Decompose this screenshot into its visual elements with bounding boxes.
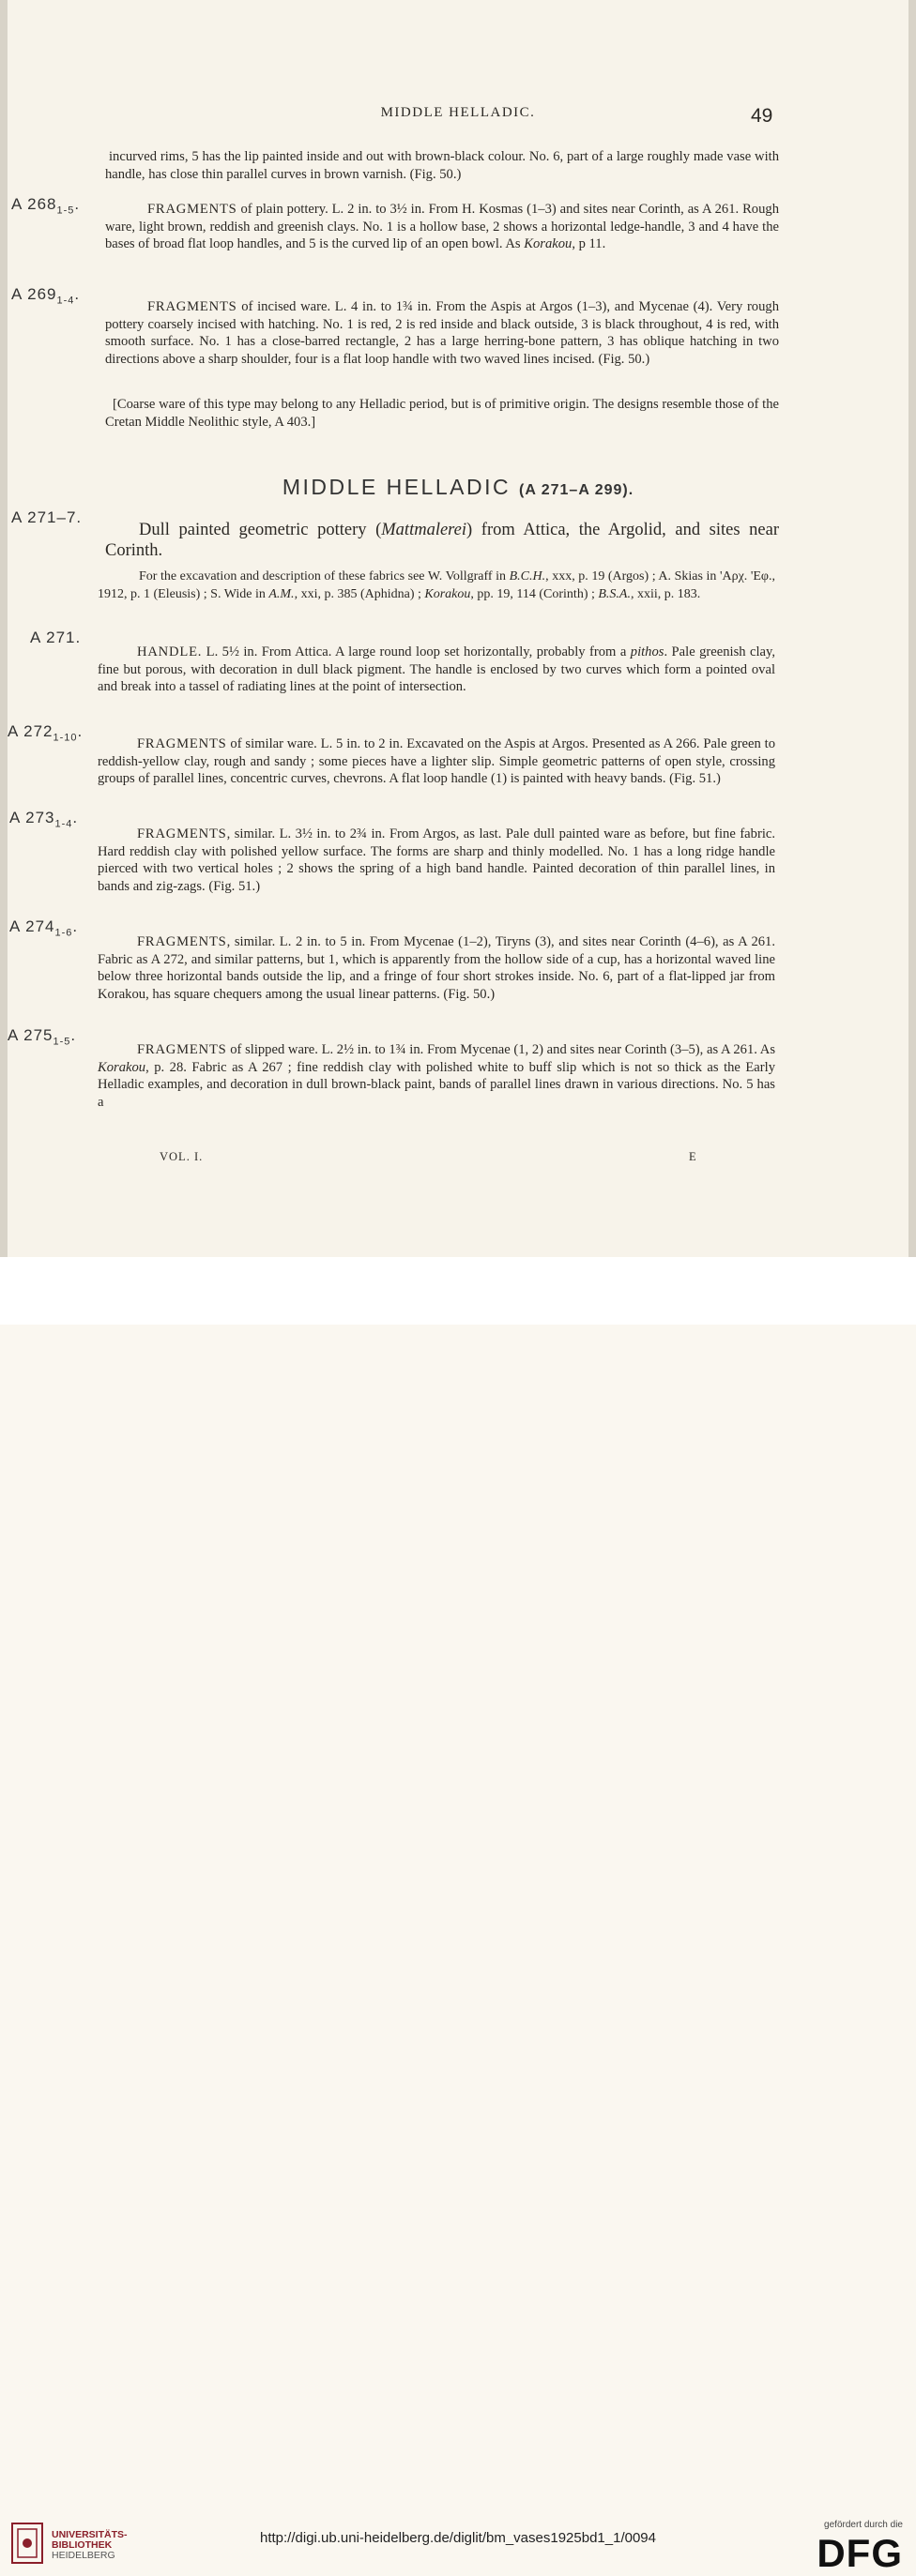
running-head: MIDDLE HELLADIC. [380, 105, 536, 120]
references-paragraph: For the excavation and description of these fabrics see W. Vollgraff in B.C.H., xxx, p. 19 (Argos) ; A. Skias in 'Αρχ. 'Εφ., 1912, p. 1 (Eleusis) ; S. Wide in A.M., xxi, p. 385 (Aphidna) ; Korakou, pp. 19, 114 (Corinth) ; B.S.A., xxii, p. 183. [98, 569, 775, 601]
entry-label: A 271. [30, 629, 82, 646]
entry-paragraph: FRAGMENTS of plain pottery. L. 2 in. to 3½ in. From H. Kosmas (1–3) and sites near Corinth, as A 261. Rough ware, light brown, reddish and greenish clays. No. 1 is a hollow base, 2 shows a horizontal ledge-handle, 3 and 4 have the bases of broad flat loop handles, and 5 is the curved lip of an open bowl. As Korakou, p 11. [105, 202, 779, 252]
digitization-footer [0, 1257, 916, 2575]
group-label: A 271–7. [11, 508, 83, 526]
volume-mark: VOL. I. [160, 1150, 204, 1163]
entry-paragraph: FRAGMENTS of slipped ware. L. 2½ in. to 1¾ in. From Mycenae (1, 2) and sites near Corinth (3–5), as A 261. As Korakou, p. 28. Fabric as A 267 ; fine reddish clay with polished white to buff slip which is not so thick as the Early Helladic examples, and decoration in dull brown-black paint, bands of parallel lines drawn in various directions. No. 5 has a [98, 1042, 775, 1110]
permalink-url[interactable]: http://digi.ub.uni-heidelberg.de/diglit/bm_vases1925bd1_1/0094 [260, 2530, 656, 2546]
entry-label: A $272_{1-10}$. [8, 722, 84, 744]
entry-label: A $275_{1-5}$. [8, 1026, 77, 1048]
funding-caption: gefördert durch die [824, 2520, 903, 2530]
page-edge-right [908, 0, 916, 1257]
entry-paragraph: FRAGMENTS of similar ware. L. 5 in. to 2 in. Excavated on the Aspis at Argos. Presented as A 266. Pale green to reddish-yellow clay, rough and sandy ; some pieces have a lighter slip. Simple geometric patterns of open style, crossing groups of parallel lines, concentric curves, chevrons. A flat loop handle (1) is painted with heavy bands. (Fig. 51.) [98, 736, 775, 787]
scanned-page [0, 0, 916, 1257]
page-number: 49 [751, 105, 773, 127]
intro-paragraph: incurved rims, 5 has the lip painted inside and out with brown-black colour. No. 6, part of a large roughly made vase with handle, has close thin parallel curves in brown varnish. (Fig. 50.) [105, 149, 779, 182]
signature-mark: E [689, 1150, 697, 1163]
page-edge-left [0, 0, 8, 1257]
bracket-note: [Coarse ware of this type may belong to any Helladic period, but is of primitive origin. The designs resemble those of the Cretan Middle Neolithic style, A 403.] [105, 397, 779, 430]
entry-paragraph: FRAGMENTS of incised ware. L. 4 in. to 1¾ in. From the Aspis at Argos (1–3), and Mycenae (4). Very rough pottery coarsely incised with hatching. No. 1 is red, 2 is red inside and black outside, 3 is black throughout, 4 is red, with smooth surface. No. 1 has a close-barred rectangle, 2 has a large herring-bone pattern, 3 has oblique hatching in two directions above a sharp shoulder, four is a flat loop handle with two waved lines incised. (Fig. 50.) [105, 299, 779, 367]
entry-label: A $274_{1-6}$. [9, 917, 79, 939]
dfg-logo[interactable]: DFG [817, 2531, 903, 2575]
entry-paragraph: HANDLE. L. 5½ in. From Attica. A large round loop set horizontally, probably from a pithos. Pale greenish clay, fine but porous, with decoration in dull black pigment. The handle is enclosed by two curves which form a pointed oval and break into a tassel of radiating lines at the point of intersection. [98, 644, 775, 695]
entry-label: A $269_{1-4}$. [11, 285, 81, 307]
entry-label: A $268_{1-5}$. [11, 195, 81, 217]
section-heading: MIDDLE HELLADIC (A 271–A 299). [282, 475, 634, 499]
entry-paragraph: FRAGMENTS, similar. L. 2 in. to 5 in. From Mycenae (1–2), Tiryns (3), and sites near Corinth (4–6), as A 261. Fabric as A 272, and similar patterns, but 1, which is apparently from the hollow side of a cup, has a horizontal waved line below three horizontal bands outside the lip, and a fringe of four short strokes inside. No. 6, part of a flat-lipped jar from Korakou, has square chequers among the usual linear patterns. (Fig. 50.) [98, 934, 775, 1002]
university-library-logo[interactable]: UNIVERSITÄTS- BIBLIOTHEK HEIDELBERG [52, 2529, 128, 2561]
entry-paragraph: FRAGMENTS, similar. L. 3½ in. to 2¾ in. From Argos, as last. Pale dull painted ware as before, but fine fabric. Hard reddish clay with polished yellow surface. The forms are sharp and thinly modelled. No. 1 has a long ridge handle pierced with two vertical holes ; 2 shows the spring of a high band handle. Painted decoration of thin parallel lines, in bands and zig-zags. (Fig. 51.) [98, 826, 775, 894]
group-description: Dull painted geometric pottery (Mattmalerei) from Attica, the Argolid, and sites near Corinth. [105, 521, 779, 560]
entry-label: A $273_{1-4}$. [9, 809, 79, 830]
